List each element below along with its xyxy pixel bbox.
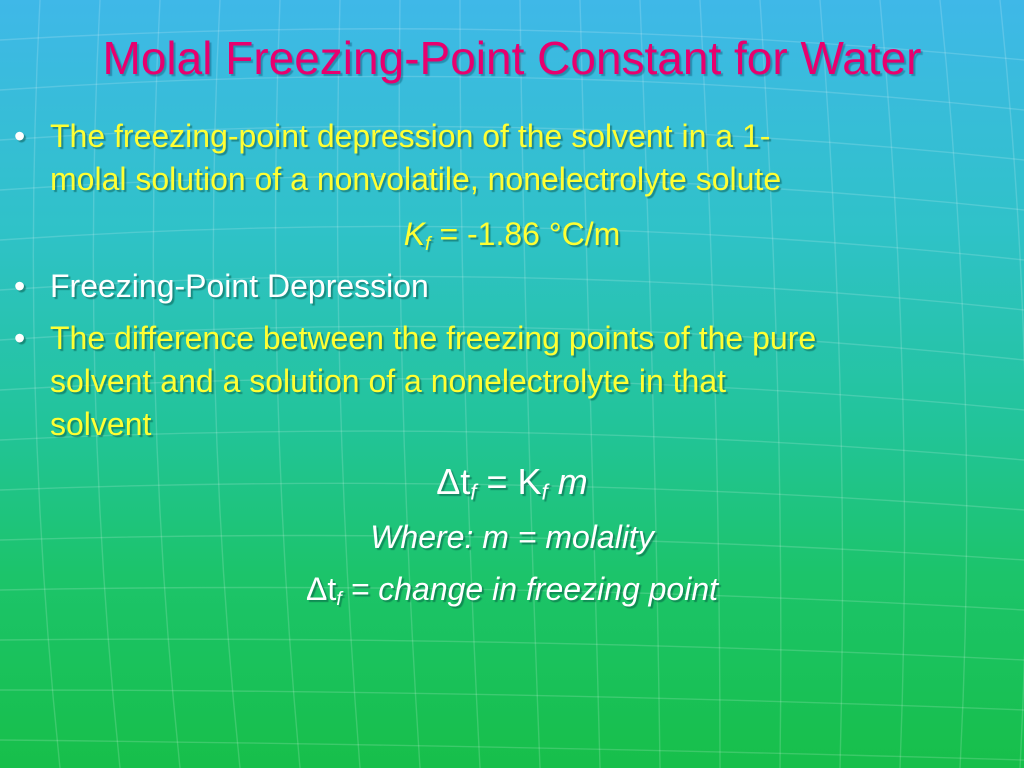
kf-constant-line bbox=[0, 213, 1024, 256]
bullet-line: Freezing-Point Depression bbox=[50, 268, 429, 304]
formula-subscript-1: f bbox=[470, 479, 477, 505]
bullet-text bbox=[50, 265, 1014, 308]
bullet-line: solvent and a solution of a nonelectrolyte in that bbox=[50, 363, 726, 399]
slide-title: Molal Freezing-Point Constant for Water bbox=[102, 32, 922, 84]
formula-subscript-2: f bbox=[541, 479, 548, 505]
kf-symbol: K bbox=[403, 216, 426, 252]
formula-line bbox=[0, 458, 1024, 506]
change-line bbox=[0, 568, 1024, 610]
bullet-item-2 bbox=[14, 265, 1014, 310]
bullet-item-3 bbox=[14, 317, 1014, 449]
bullet-text bbox=[50, 115, 1014, 201]
bullet-line: molal solution of a nonvolatile, nonelectrolyte solute bbox=[50, 161, 782, 197]
change-delta-t: Δt bbox=[305, 571, 337, 607]
change-subscript: f bbox=[336, 587, 342, 610]
formula-m: m bbox=[547, 461, 588, 502]
bullet-marker: • bbox=[14, 268, 26, 304]
change-description: = change in freezing point bbox=[341, 571, 719, 607]
bullet-text bbox=[50, 317, 1014, 446]
where-line: Where: m = molality bbox=[370, 519, 654, 555]
bullet-line: The difference between the freezing points of the pure bbox=[50, 320, 817, 356]
bullet-line: The freezing-point depression of the solvent in a 1- bbox=[50, 118, 771, 154]
formula-equals-k: = K bbox=[476, 461, 542, 502]
bullet-marker: • bbox=[14, 320, 26, 356]
kf-value: = -1.86 °C/m bbox=[430, 216, 621, 252]
bullet-marker: • bbox=[14, 118, 26, 154]
bullet-item-1 bbox=[14, 115, 1014, 205]
bullet-line: solvent bbox=[50, 406, 152, 442]
formula-delta-t: Δt bbox=[436, 461, 471, 502]
kf-subscript: f bbox=[425, 232, 431, 255]
